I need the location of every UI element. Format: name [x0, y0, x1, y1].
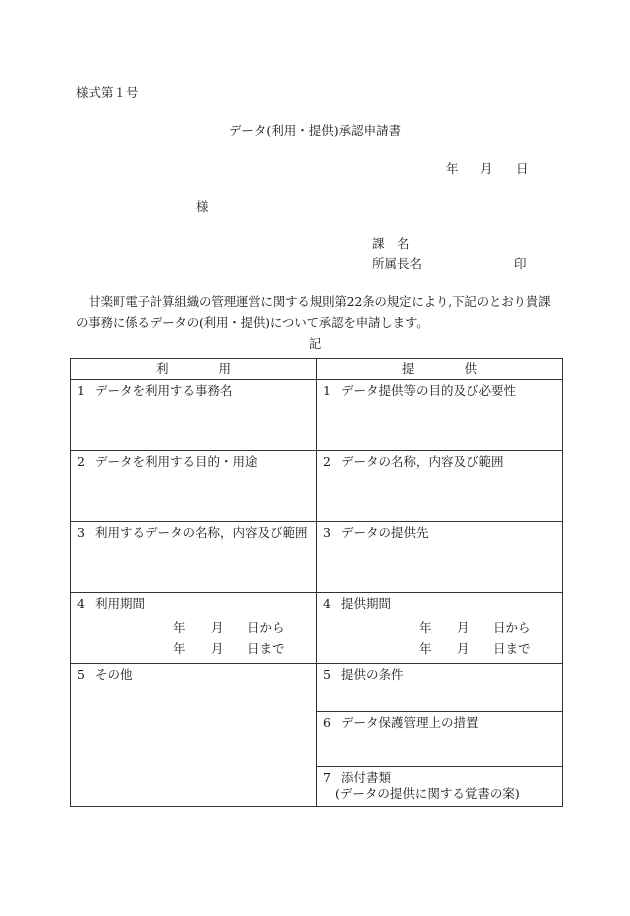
chief-name-label: 所属長名 [372, 256, 423, 271]
use-item-label: データを利用する目的・用途 [95, 454, 258, 469]
period-to-label: 日まで [493, 641, 531, 656]
provide-item-1[interactable] [317, 380, 563, 451]
section-name-label: 課 名 [372, 236, 410, 251]
provide-item-number: 7 [323, 770, 331, 785]
use-period-from [77, 617, 310, 638]
provide-period-from [323, 617, 556, 638]
use-period [77, 617, 310, 659]
provide-item-number: 4 [323, 596, 331, 611]
provide-item-5[interactable] [317, 664, 563, 712]
use-item-label: 利用するデータの名称，内容及び範囲 [95, 525, 308, 540]
date-year: 年 [446, 161, 459, 176]
period-month: 月 [211, 620, 224, 635]
provide-item-label: 提供期間 [341, 596, 392, 611]
use-period-to [77, 638, 310, 659]
period-month: 月 [457, 620, 470, 635]
provide-item-number: 5 [323, 667, 331, 682]
period-year: 年 [419, 620, 432, 635]
provide-item-number: 2 [323, 454, 331, 469]
seal-label: 印 [514, 256, 527, 271]
period-from-label: 日から [493, 620, 531, 635]
use-item-number: 5 [77, 667, 85, 682]
period-year: 年 [419, 641, 432, 656]
provide-item-3[interactable] [317, 522, 563, 593]
date-month: 月 [480, 161, 493, 176]
attachment-note: (データの提供に関する覚書の案) [335, 786, 520, 801]
use-item-number: 2 [77, 454, 85, 469]
provide-item-label: 添付書類 [341, 770, 392, 785]
use-item-3[interactable] [71, 522, 317, 593]
header-use: 利 用 [71, 359, 317, 380]
period-to-label: 日まで [247, 641, 285, 656]
use-item-number: 1 [77, 383, 85, 398]
period-month: 月 [457, 641, 470, 656]
use-item-2[interactable] [71, 451, 317, 522]
ki-heading: 記 [308, 336, 322, 351]
use-item-4[interactable] [71, 593, 317, 664]
period-year: 年 [173, 641, 186, 656]
addressee-honorific: 様 [196, 199, 209, 214]
provide-item-number: 3 [323, 525, 331, 540]
use-item-5[interactable] [71, 664, 317, 807]
header-provide: 提 供 [317, 359, 563, 380]
provide-item-label: データの提供先 [341, 525, 429, 540]
form-number: 様式第１号 [76, 85, 139, 100]
date-day: 日 [516, 161, 529, 176]
provide-period-to [323, 638, 556, 659]
body-text-content: 甘楽町電子計算組織の管理運営に関する規則第22条の規定により,下記のとおり貴課の事務に係るデータの(利用・提供)について承認を申請します。 [76, 294, 551, 330]
period-month: 月 [211, 641, 224, 656]
provide-item-7[interactable] [317, 767, 563, 807]
provide-item-number: 1 [323, 383, 331, 398]
period-year: 年 [173, 620, 186, 635]
provide-item-2[interactable] [317, 451, 563, 522]
use-item-label: データを利用する事務名 [95, 383, 233, 398]
use-item-1[interactable] [71, 380, 317, 451]
date-line [446, 161, 529, 177]
provide-item-4[interactable] [317, 593, 563, 664]
provide-item-number: 6 [323, 715, 331, 730]
provide-item-label: データ保護管理上の措置 [341, 715, 479, 730]
use-item-label: 利用期間 [95, 596, 146, 611]
application-body-text [76, 291, 556, 333]
period-from-label: 日から [247, 620, 285, 635]
provide-period [323, 617, 556, 659]
application-table [70, 358, 563, 807]
use-item-number: 3 [77, 525, 85, 540]
provide-item-label: 提供の条件 [341, 667, 404, 682]
provide-item-label: データ提供等の目的及び必要性 [341, 383, 517, 398]
use-item-label: その他 [95, 667, 133, 682]
document-title: データ(利用・提供)承認申請書 [228, 123, 402, 138]
use-item-number: 4 [77, 596, 85, 611]
provide-item-label: データの名称，内容及び範囲 [341, 454, 504, 469]
provide-item-6[interactable] [317, 712, 563, 767]
